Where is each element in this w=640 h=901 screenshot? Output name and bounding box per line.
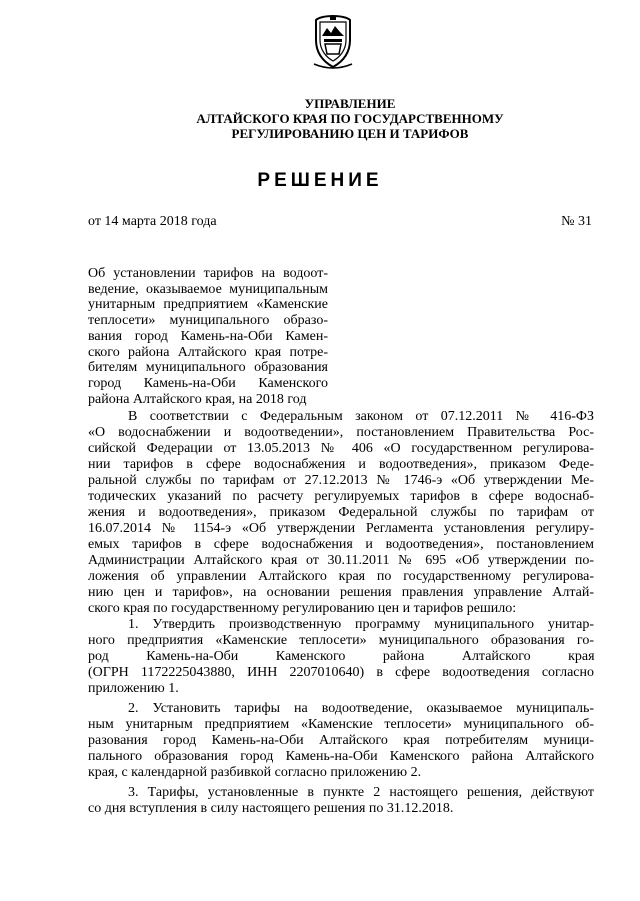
subject-line: вания город Камень-на-Оби Камен- [88,328,328,344]
body-line: 2. Установить тарифы на водоотведение, оказываемое муниципаль- [128,701,594,716]
body-line: ложения об управлении Алтайского края по государственному регулирова- [88,569,594,584]
body-line: ральной службы по тарифам от 27.12.2013 № 1746-э «Об утверждении Ме- [88,473,594,488]
item-3-paragraph [88,785,594,817]
subject-line: ведение, оказываемое муниципальным [88,281,328,297]
org-line-2: АЛТАЙСКОГО КРАЯ ПО ГОСУДАРСТВЕННОМУ [196,111,504,126]
body-line: нии тарифов в сфере водоснабжения и водоотведения», приказом Феде- [88,457,594,472]
item-2-paragraph [88,701,594,781]
body-line: ным унитарным предприятием «Каменские теплосети» муниципального об- [88,717,594,732]
document-title: РЕШЕНИЕ [257,170,383,191]
body-line: пального образования город Камень-на-Оби Каменского района Алтайского [88,749,594,764]
organization-header [160,96,540,141]
body-line: (ОГРН 1172225043880, ИНН 2207010640) в сфере водоотведения согласно [88,665,594,680]
body-line: со дня вступления в силу настоящего решения по 31.12.2018. [88,801,454,816]
body-line: емых тарифов в сфере водоснабжения и водоотведения», постановлением [88,537,594,552]
subject-line: района Алтайского края, на 2018 год [88,391,307,407]
subject-line: ского района Алтайского края потре- [88,344,328,360]
body-line: 3. Тарифы, установленные в пункте 2 настоящего решения, действуют [128,785,594,800]
org-line-1: УПРАВЛЕНИЕ [304,96,396,111]
body-line: края, с календарной разбивкой согласно приложению 2. [88,765,422,780]
body-line: жения и водоотведения», приказом Федеральной службы по тарифам от [88,505,594,520]
document-number: № 31 [561,214,592,229]
body-line: ного предприятия «Каменские теплосети» муниципального образования го- [88,633,594,648]
body-line: род Камень-на-Оби Каменского района Алтайского края [88,649,595,664]
body-line: разования город Камень-на-Оби Алтайского края потребителям муници- [88,733,594,748]
body-line: «О водоснабжении и водоотведении», постановлением Правительства Рос- [88,425,594,440]
preamble-paragraph [88,409,594,617]
body-line: ского края по государственному регулированию цен и тарифов решило: [88,601,517,616]
document-date: от 14 марта 2018 года [88,214,217,229]
body-line: сийской Федерации от 13.05.2013 № 406 «О государственном регулирова- [88,441,594,456]
document-subject [88,266,328,407]
body-line: приложению 1. [88,681,179,696]
document-body [88,409,594,817]
body-line: 1. Утвердить производственную программу муниципального унитар- [128,617,594,632]
item-1-paragraph [88,617,594,697]
body-line: Администрации Алтайского края от 30.11.2011 № 695 «Об утверждении по- [88,553,594,568]
body-line: 16.07.2014 № 1154-э «Об утверждении Регламента установления регулиру- [88,521,594,536]
subject-line: унитарным предприятием «Каменские [88,297,328,313]
subject-line: теплосети» муниципального образо- [88,313,328,329]
subject-line: город Камень-на-Оби Каменского [88,375,328,391]
subject-line: бителям муниципального образования [88,360,328,376]
subject-line: Об установлении тарифов на водоот- [88,266,328,281]
body-line: тодических указаний по расчету регулируемых тарифов в сфере водоснаб- [88,489,594,504]
body-line: нию цен и тарифов», на основании решения правления управление Алтай- [88,585,594,600]
body-line: В соответствии с Федеральным законом от 07.12.2011 № 416-ФЗ [128,409,594,424]
org-line-3: РЕГУЛИРОВАНИЮ ЦЕН И ТАРИФОВ [231,126,469,141]
coat-of-arms-icon [310,14,356,70]
